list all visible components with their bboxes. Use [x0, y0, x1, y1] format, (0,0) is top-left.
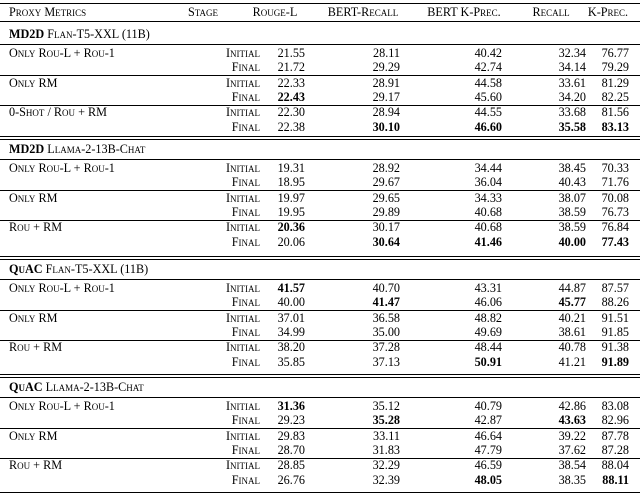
bert-recall-value: 37.28 — [372, 340, 400, 355]
header-bert-k-prec: BERT K-Prec. — [427, 5, 501, 19]
bert-k-prec-value: 40.79 — [474, 399, 502, 413]
recall-value: 40.21 — [558, 310, 586, 325]
rouge-l-value: 37.01 — [277, 310, 305, 325]
section-head-rule — [0, 44, 640, 45]
table-row — [0, 355, 640, 369]
rouge-l-value: 22.43 — [277, 89, 305, 104]
bottom-rule — [0, 492, 640, 493]
recall-value: 34.14 — [558, 60, 586, 75]
k-prec-value: 91.51 — [601, 310, 629, 325]
section-separator-rule — [0, 256, 640, 257]
bert-k-prec-value: 42.87 — [474, 413, 502, 428]
table-row — [0, 340, 640, 354]
section-dataset: MD2D — [9, 27, 45, 41]
table-row — [0, 76, 640, 90]
section-separator-rule — [0, 136, 640, 137]
recall-value: 38.54 — [558, 458, 586, 473]
recall-value: 38.61 — [558, 324, 586, 339]
bert-recall-value: 29.67 — [372, 175, 400, 190]
k-prec-value: 83.13 — [601, 119, 629, 134]
section-separator-rule — [0, 374, 640, 375]
section-separator-rule — [0, 377, 640, 378]
bert-k-prec-value: 44.58 — [474, 75, 502, 90]
k-prec-value: 76.73 — [601, 204, 629, 219]
bert-k-prec-value: 46.64 — [474, 428, 502, 443]
bert-recall-value: 36.58 — [372, 310, 400, 325]
bert-recall-value: 32.39 — [372, 472, 400, 487]
stage-label: Final — [231, 413, 260, 428]
stage-label: Initial — [225, 105, 260, 120]
section-heading — [9, 26, 150, 42]
proxy-metric-label: Only RM — [9, 75, 58, 90]
stage-label: Initial — [225, 161, 260, 175]
section-model: Flan-T5-XXL (11B) — [45, 262, 149, 276]
k-prec-value: 83.08 — [601, 399, 629, 413]
rouge-l-value: 29.83 — [277, 428, 305, 443]
section-model: Flan-T5-XXL (11B) — [47, 27, 150, 41]
stage-label: Final — [231, 60, 260, 75]
k-prec-value: 87.28 — [601, 442, 629, 457]
k-prec-value: 70.08 — [601, 190, 629, 205]
k-prec-value: 88.26 — [601, 295, 629, 310]
recall-value: 45.77 — [558, 295, 586, 310]
bert-k-prec-value: 46.59 — [474, 458, 502, 473]
stage-label: Initial — [225, 428, 260, 443]
recall-value: 38.07 — [558, 190, 586, 205]
proxy-metric-label: Rou + RM — [9, 458, 63, 473]
k-prec-value: 82.25 — [601, 89, 629, 104]
rouge-l-value: 19.95 — [277, 204, 305, 219]
k-prec-value: 76.84 — [601, 220, 629, 235]
bert-recall-value: 40.70 — [372, 281, 400, 295]
recall-value: 32.34 — [558, 46, 586, 60]
k-prec-value: 77.43 — [601, 234, 629, 249]
stage-label: Final — [231, 175, 260, 190]
table-row — [0, 443, 640, 457]
bert-recall-value: 33.11 — [373, 428, 400, 443]
bert-k-prec-value: 48.05 — [474, 472, 502, 487]
stage-label: Final — [231, 204, 260, 219]
table-row — [0, 105, 640, 119]
stage-label: Initial — [225, 190, 260, 205]
table-row — [0, 399, 640, 413]
table-row — [0, 175, 640, 189]
stage-label: Final — [231, 354, 260, 369]
recall-value: 34.20 — [558, 89, 586, 104]
bert-k-prec-value: 46.60 — [474, 119, 502, 134]
proxy-metric-label: Only RM — [9, 190, 58, 205]
rouge-l-value: 28.70 — [277, 442, 305, 457]
rouge-l-value: 31.36 — [277, 399, 305, 413]
recall-value: 40.00 — [558, 234, 586, 249]
rouge-l-value: 18.95 — [277, 175, 305, 190]
proxy-metric-label: Only Rou-L + Rou-1 — [9, 161, 115, 175]
bert-recall-value: 28.94 — [372, 105, 400, 120]
table-row — [0, 46, 640, 60]
k-prec-value: 71.76 — [601, 175, 629, 190]
bert-k-prec-value: 42.74 — [474, 60, 502, 75]
bert-recall-value: 29.17 — [372, 89, 400, 104]
table-row — [0, 191, 640, 205]
table-row — [0, 60, 640, 74]
recall-value: 39.22 — [558, 428, 586, 443]
top-rule — [0, 3, 640, 4]
bert-recall-value: 31.83 — [372, 442, 400, 457]
rouge-l-value: 22.38 — [277, 119, 305, 134]
header-k-prec: K-Prec. — [587, 5, 629, 19]
table-row — [0, 295, 640, 309]
k-prec-value: 70.33 — [601, 161, 629, 175]
proxy-metric-label: Only RM — [9, 428, 58, 443]
recall-value: 38.59 — [558, 204, 586, 219]
bert-k-prec-value: 41.46 — [474, 234, 502, 249]
rouge-l-value: 22.33 — [277, 75, 305, 90]
recall-value: 33.61 — [558, 75, 586, 90]
section-heading — [9, 261, 148, 277]
rouge-l-value: 22.30 — [277, 105, 305, 120]
bert-recall-value: 29.65 — [372, 190, 400, 205]
recall-value: 42.86 — [558, 399, 586, 413]
k-prec-value: 88.11 — [602, 472, 629, 487]
k-prec-value: 91.85 — [601, 324, 629, 339]
bert-recall-value: 28.91 — [372, 75, 400, 90]
stage-label: Initial — [225, 399, 260, 413]
rouge-l-value: 21.55 — [277, 46, 305, 60]
stage-label: Final — [231, 442, 260, 457]
bert-recall-value: 29.89 — [372, 204, 400, 219]
section-separator-rule — [0, 259, 640, 260]
bert-recall-value: 35.28 — [372, 413, 400, 428]
bert-recall-value: 28.11 — [373, 46, 400, 60]
k-prec-value: 87.57 — [601, 281, 629, 295]
bert-recall-value: 37.13 — [372, 354, 400, 369]
proxy-metric-label: Only Rou-L + Rou-1 — [9, 399, 115, 413]
rouge-l-value: 40.00 — [277, 295, 305, 310]
section-head-rule — [0, 279, 640, 280]
stage-label: Initial — [225, 281, 260, 295]
table-row — [0, 90, 640, 104]
table-row — [0, 325, 640, 339]
section-head-rule — [0, 397, 640, 398]
table-row — [0, 281, 640, 295]
stage-label: Initial — [225, 458, 260, 473]
section-head-rule — [0, 159, 640, 160]
header-stage: Stage — [188, 5, 219, 19]
bert-k-prec-value: 43.31 — [474, 281, 502, 295]
table-row — [0, 120, 640, 134]
bert-k-prec-value: 48.82 — [474, 310, 502, 325]
bert-recall-value: 30.64 — [372, 234, 400, 249]
rouge-l-value: 28.85 — [277, 458, 305, 473]
k-prec-value: 87.78 — [601, 428, 629, 443]
rouge-l-value: 38.20 — [277, 340, 305, 355]
k-prec-value: 82.96 — [601, 413, 629, 428]
section-dataset: QuAC — [9, 262, 43, 276]
k-prec-value: 81.56 — [601, 105, 629, 120]
rouge-l-value: 35.85 — [277, 354, 305, 369]
recall-value: 38.35 — [558, 472, 586, 487]
bert-k-prec-value: 40.68 — [474, 220, 502, 235]
table-row — [0, 413, 640, 427]
bert-k-prec-value: 50.91 — [474, 354, 502, 369]
stage-label: Initial — [225, 310, 260, 325]
recall-value: 37.62 — [558, 442, 586, 457]
recall-value: 43.63 — [558, 413, 586, 428]
recall-value: 41.21 — [558, 354, 586, 369]
rouge-l-value: 21.72 — [277, 60, 305, 75]
section-heading — [9, 379, 144, 395]
proxy-metric-label: Only Rou-L + Rou-1 — [9, 46, 115, 60]
stage-label: Initial — [225, 75, 260, 90]
table-row — [0, 235, 640, 249]
bert-k-prec-value: 44.55 — [474, 105, 502, 120]
bert-k-prec-value: 47.79 — [474, 442, 502, 457]
bert-k-prec-value: 48.44 — [474, 340, 502, 355]
table-header-row — [0, 5, 640, 19]
table-row — [0, 458, 640, 472]
stage-label: Final — [231, 295, 260, 310]
bert-k-prec-value: 40.68 — [474, 204, 502, 219]
stage-label: Initial — [225, 340, 260, 355]
section-dataset: QuAC — [9, 380, 43, 394]
section-heading — [9, 141, 145, 157]
recall-value: 33.68 — [558, 105, 586, 120]
bert-k-prec-value: 36.04 — [474, 175, 502, 190]
stage-label: Final — [231, 89, 260, 104]
bert-recall-value: 32.29 — [372, 458, 400, 473]
section-model: Llama-2-13B-Chat — [45, 380, 144, 394]
stage-label: Initial — [225, 46, 260, 60]
section-dataset: MD2D — [9, 142, 45, 156]
bert-k-prec-value: 34.33 — [474, 190, 502, 205]
stage-label: Final — [231, 119, 260, 134]
header-proxy-metrics: Proxy Metrics — [9, 5, 87, 19]
bert-recall-value: 35.00 — [372, 324, 400, 339]
table-row — [0, 205, 640, 219]
rouge-l-value: 19.31 — [277, 161, 305, 175]
proxy-metric-label: Rou + RM — [9, 340, 63, 355]
bert-recall-value: 30.10 — [372, 119, 400, 134]
bert-k-prec-value: 34.44 — [474, 161, 502, 175]
recall-value: 38.45 — [558, 161, 586, 175]
header-rouge-l: Rouge-L — [252, 5, 298, 19]
recall-value: 44.87 — [558, 281, 586, 295]
k-prec-value: 79.29 — [601, 60, 629, 75]
k-prec-value: 88.04 — [601, 458, 629, 473]
stage-label: Final — [231, 234, 260, 249]
section-separator-rule — [0, 139, 640, 140]
rouge-l-value: 29.23 — [277, 413, 305, 428]
stage-label: Final — [231, 472, 260, 487]
proxy-metric-label: Only Rou-L + Rou-1 — [9, 281, 115, 295]
k-prec-value: 91.89 — [601, 354, 629, 369]
proxy-metric-label: 0-Shot / Rou + RM — [9, 105, 107, 120]
bert-k-prec-value: 40.42 — [474, 46, 502, 60]
recall-value: 35.58 — [558, 119, 586, 134]
recall-value: 38.59 — [558, 220, 586, 235]
bert-recall-value: 41.47 — [372, 295, 400, 310]
recall-value: 40.43 — [558, 175, 586, 190]
header-recall: Recall — [532, 5, 570, 19]
header-bert-recall: BERT-Recall — [327, 5, 399, 19]
bert-recall-value: 29.29 — [372, 60, 400, 75]
table-row — [0, 473, 640, 487]
stage-label: Final — [231, 324, 260, 339]
table-row — [0, 311, 640, 325]
k-prec-value: 91.38 — [601, 340, 629, 355]
proxy-metric-label: Rou + RM — [9, 220, 63, 235]
bert-k-prec-value: 45.60 — [474, 89, 502, 104]
recall-value: 40.78 — [558, 340, 586, 355]
proxy-metric-label: Only RM — [9, 310, 58, 325]
header-rule — [0, 21, 640, 22]
table-row — [0, 429, 640, 443]
k-prec-value: 76.77 — [601, 46, 629, 60]
rouge-l-value: 34.99 — [277, 324, 305, 339]
bert-k-prec-value: 49.69 — [474, 324, 502, 339]
table-row — [0, 220, 640, 234]
rouge-l-value: 41.57 — [277, 281, 305, 295]
rouge-l-value: 26.76 — [277, 472, 305, 487]
bert-recall-value: 30.17 — [372, 220, 400, 235]
stage-label: Initial — [225, 220, 260, 235]
section-model: Llama-2-13B-Chat — [47, 142, 146, 156]
bert-k-prec-value: 46.06 — [474, 295, 502, 310]
table-row — [0, 161, 640, 175]
rouge-l-value: 20.06 — [277, 234, 305, 249]
bert-recall-value: 28.92 — [372, 161, 400, 175]
bert-recall-value: 35.12 — [372, 399, 400, 413]
rouge-l-value: 19.97 — [277, 190, 305, 205]
rouge-l-value: 20.36 — [277, 220, 305, 235]
k-prec-value: 81.29 — [601, 75, 629, 90]
